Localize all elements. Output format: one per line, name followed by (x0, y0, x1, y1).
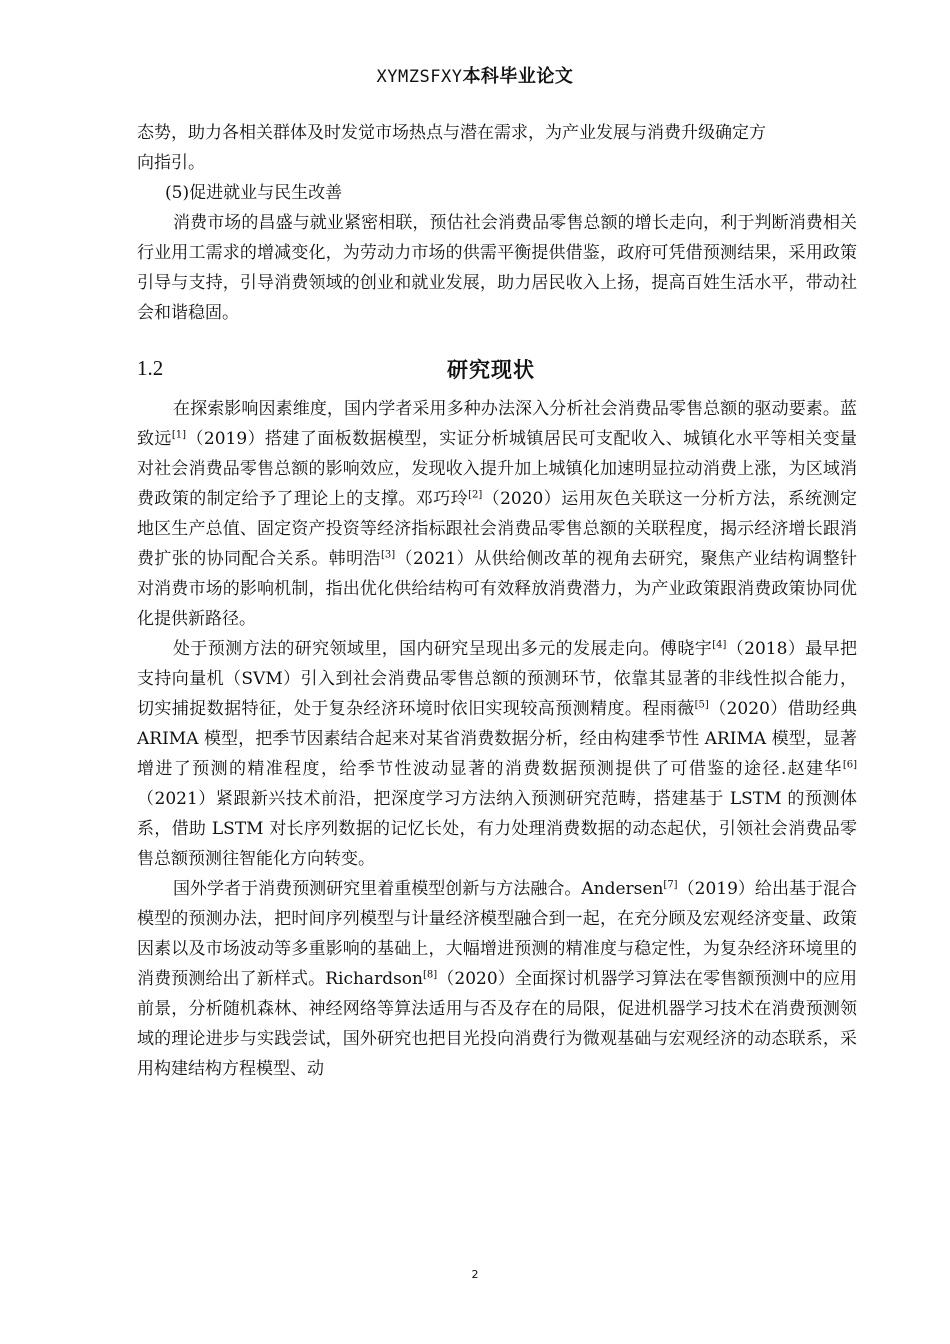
p1-text-a: 在探索影响因素维度，国内学者采用多种办法深入分析社会消费品零售总额的驱动要素。蓝致远 (137, 399, 857, 449)
citation-2: [2] (468, 489, 483, 501)
page-header (0, 62, 950, 88)
citation-6: [6] (842, 759, 857, 771)
p2-text-a: 处于预测方法的研究领域里，国内研究呈现出多元的发展走向。傅晓宇 (173, 639, 713, 659)
citation-1: [1] (171, 429, 187, 441)
continuation-paragraph (137, 118, 857, 178)
p3-text-a: 国外学者于消费预测研究里着重模型创新与方法融合。Andersen (173, 879, 664, 899)
p1-text-c: （2020）运用灰色关联这一分析方法，系统测定地区生产总值、固定资产投资等经济指标跟社会消费品零售总额的关联程度，揭示经济增长跟消费扩张的协同配合关系。韩明浩 (137, 489, 858, 569)
paragraph-foreign-research (137, 874, 857, 1084)
citation-8: [8] (423, 969, 438, 981)
paragraph-domestic-methods (137, 634, 857, 874)
p1-text-b: （2019）搭建了面板数据模型，实证分析城镇居民可支配收入、城镇化水平等相关变量对社会消费品零售总额的影响效应，发现收入提升加上城镇化加速明显拉动消费上涨，为区域消费政策的制定给予了理论上的支撑。邓巧玲 (137, 429, 858, 509)
p2-text-b: （2018）最早把支持向量机（SVM）引入到社会消费品零售总额的预测环节，依靠其显著的非线性拟合能力，切实捕捉数据特征，处于复杂经济环境时依旧实现较高预测精度。程雨薇 (137, 639, 858, 719)
page-number: 2 (471, 1268, 479, 1281)
page-content (137, 118, 857, 1084)
p3-text-c: （2020）全面探讨机器学习算法在零售额预测中的应用前景，分析随机森林、神经网络等算法适用与否及存在的局限，促进机器学习技术在消费预测领域的理论进步与实践尝试，国外研究也把目光投向消费行为微观基础与宏观经济的动态联系，采用构建结构方程模型、动 (137, 969, 858, 1079)
citation-3: [3] (380, 549, 396, 561)
p2-text-c: （2020）借助经典 ARIMA 模型，把季节因素结合起来对某省消费数据分析，经由构建季节性 ARIMA 模型，显著增进了预测的精准程度，给季节性波动显著的消费数据预测提供了可借鉴的途径.赵建华 (137, 699, 858, 779)
citation-5: [5] (694, 699, 709, 711)
section-heading (137, 350, 857, 390)
item-5-body: 消费市场的昌盛与就业紧密相联，预估社会消费品零售总额的增长走向，利于判断消费相关行业用工需求的增减变化，为劳动力市场的供需平衡提供借鉴，政府可凭借预测结果，采用政策引导与支持，引导消费领域的创业和就业发展，助力居民收入上扬，提高百姓生活水平，带动社会和谐稳固。 (137, 213, 857, 323)
section-title: 研究现状 (447, 358, 535, 382)
p1-text-d: （2021）从供给侧改革的视角去研究，聚焦产业结构调整针对消费市场的影响机制，指出优化供给结构可有效释放消费潜力，为产业政策跟消费政策协同优化提供新路径。 (137, 549, 858, 629)
p3-text-b: （2019）给出基于混合模型的预测办法，把时间序列模型与计量经济模型融合到一起，在充分顾及宏观经济变量、政策因素以及市场波动等多重影响的基础上，大幅增进预测的精准度与稳定性，为复杂经济环境里的消费预测给出了新样式。Richardson (137, 879, 858, 989)
paragraph-domestic-factors (137, 394, 857, 634)
item-5-heading: (5)促进就业与民生改善 (165, 183, 343, 203)
section-number: 1.2 (137, 356, 164, 380)
p2-text-d: （2021）紧跟新兴技术前沿，把深度学习方法纳入预测研究范畴，搭建基于 LSTM 的预测体系，借助 LSTM 对长序列数据的记忆长处，有力处理消费数据的动态起伏，引领社会消费品零售总额预测往智能化方向转变。 (137, 789, 857, 869)
header-title: 本科毕业论文 (462, 66, 574, 87)
citation-4: [4] (712, 639, 727, 651)
citation-7: [7] (663, 879, 678, 891)
continuation-line-1: 态势，助力各相关群体及时发觉市场热点与潜在需求，为产业发展与消费升级确定方 (137, 123, 766, 143)
continuation-line-2: 向指引。 (137, 153, 205, 173)
header-latin: XYMZSFXY (376, 67, 463, 87)
